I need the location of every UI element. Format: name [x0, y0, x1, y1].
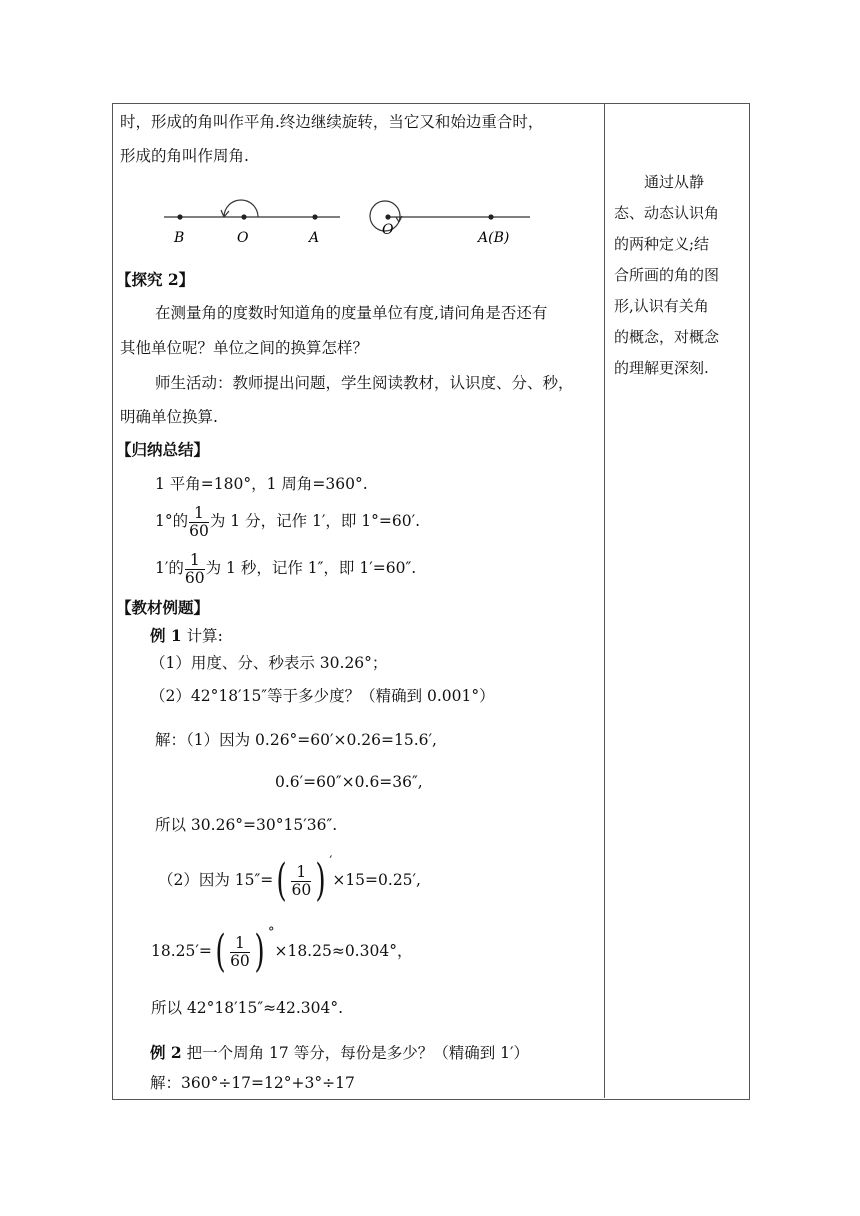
- intro-line-2: 形成的角叫作周角.: [120, 147, 249, 165]
- summary-line-2: [155, 503, 420, 540]
- point-o-right: [385, 214, 390, 219]
- explore2-p2-line2: 明确单位换算.: [120, 408, 218, 426]
- point-o-left: [241, 214, 246, 219]
- solution-line-4: （2）因为 15″=( $\frac{1}{60}$ ) ′×15=0.25′,: [158, 854, 421, 906]
- point-b: [177, 214, 182, 219]
- label-a: A: [309, 230, 320, 246]
- summary-line-3-post: 为 1 秒，记作 1″，即 1′=60″.: [205, 559, 417, 577]
- example-1-title: 例 1 计算:: [150, 626, 223, 645]
- summary-line-1: 1 平角=180°，1 周角=360°.: [155, 475, 368, 493]
- explore2-p2-line1: 师生活动：教师提出问题，学生阅读教材，认识度、分、秒，: [155, 374, 574, 392]
- explore2-p1-line2: 其他单位呢？单位之间的换算怎样？: [120, 339, 369, 357]
- examples-heading: 【教材例题】: [116, 598, 210, 617]
- straight-angle-arc: [224, 200, 258, 217]
- summary-line-3-pre: 1′的: [155, 559, 184, 577]
- label-ab: A(B): [478, 230, 510, 246]
- example-2-title: 例 2 把一个周角 17 等分，每份是多少？（精确到 1′）: [150, 1043, 530, 1062]
- solution-line-2: 0.6′=60″×0.6=36″,: [275, 773, 423, 791]
- example-1-q1: （1）用度、分、秒表示 30.26°；: [150, 654, 388, 672]
- solution-line-1: 解：（1）因为 0.26°=60′×0.26=15.6′,: [155, 731, 437, 749]
- explore2-heading: 【探究 2】: [116, 270, 195, 289]
- summary-line-3: [155, 550, 416, 587]
- fraction-one-sixtieth: $\frac{1}{60}$: [189, 503, 209, 540]
- solution-line-6: 所以 42°18′15″≈42.304°.: [151, 999, 344, 1017]
- sidebar-note: 通过从静 态、动态认识角 的两种定义;结 合所画的角的图 形,认识有关角 的概念，对概念 的理解更深刻.: [614, 173, 720, 377]
- example-1-q2: （2）42°18′15″等于多少度？（精确到 0.001°）: [150, 687, 495, 705]
- column-divider: [604, 103, 605, 1098]
- summary-line-2-post: 为 1 分，记作 1′，即 1°=60′.: [209, 512, 421, 530]
- solution-line-5: 18.25′=( $\frac{1}{60}$ ) °×18.25≈0.304°，: [151, 925, 413, 977]
- label-o-left: O: [237, 230, 249, 246]
- explore2-p1-line1: 在测量角的度数时知道角的度量单位有度,请问角是否还有: [155, 304, 548, 322]
- point-ab: [488, 214, 493, 219]
- solution-line-3: 所以 30.26°=30°15′36″.: [155, 816, 338, 834]
- intro-line-1: 时，形成的角叫作平角.终边继续旋转，当它又和始边重合时，: [120, 113, 544, 131]
- example-2-solution: 解：360°÷17=12°+3°÷17: [150, 1074, 355, 1092]
- angle-diagram: [160, 190, 540, 250]
- fraction-one-sixtieth-2: $\frac{1}{60}$: [184, 550, 205, 587]
- point-a: [312, 214, 317, 219]
- label-o-right: O: [382, 222, 394, 238]
- label-b: B: [174, 230, 185, 246]
- summary-line-2-pre: 1°的: [155, 512, 189, 530]
- summary-heading: 【归纳总结】: [116, 440, 210, 459]
